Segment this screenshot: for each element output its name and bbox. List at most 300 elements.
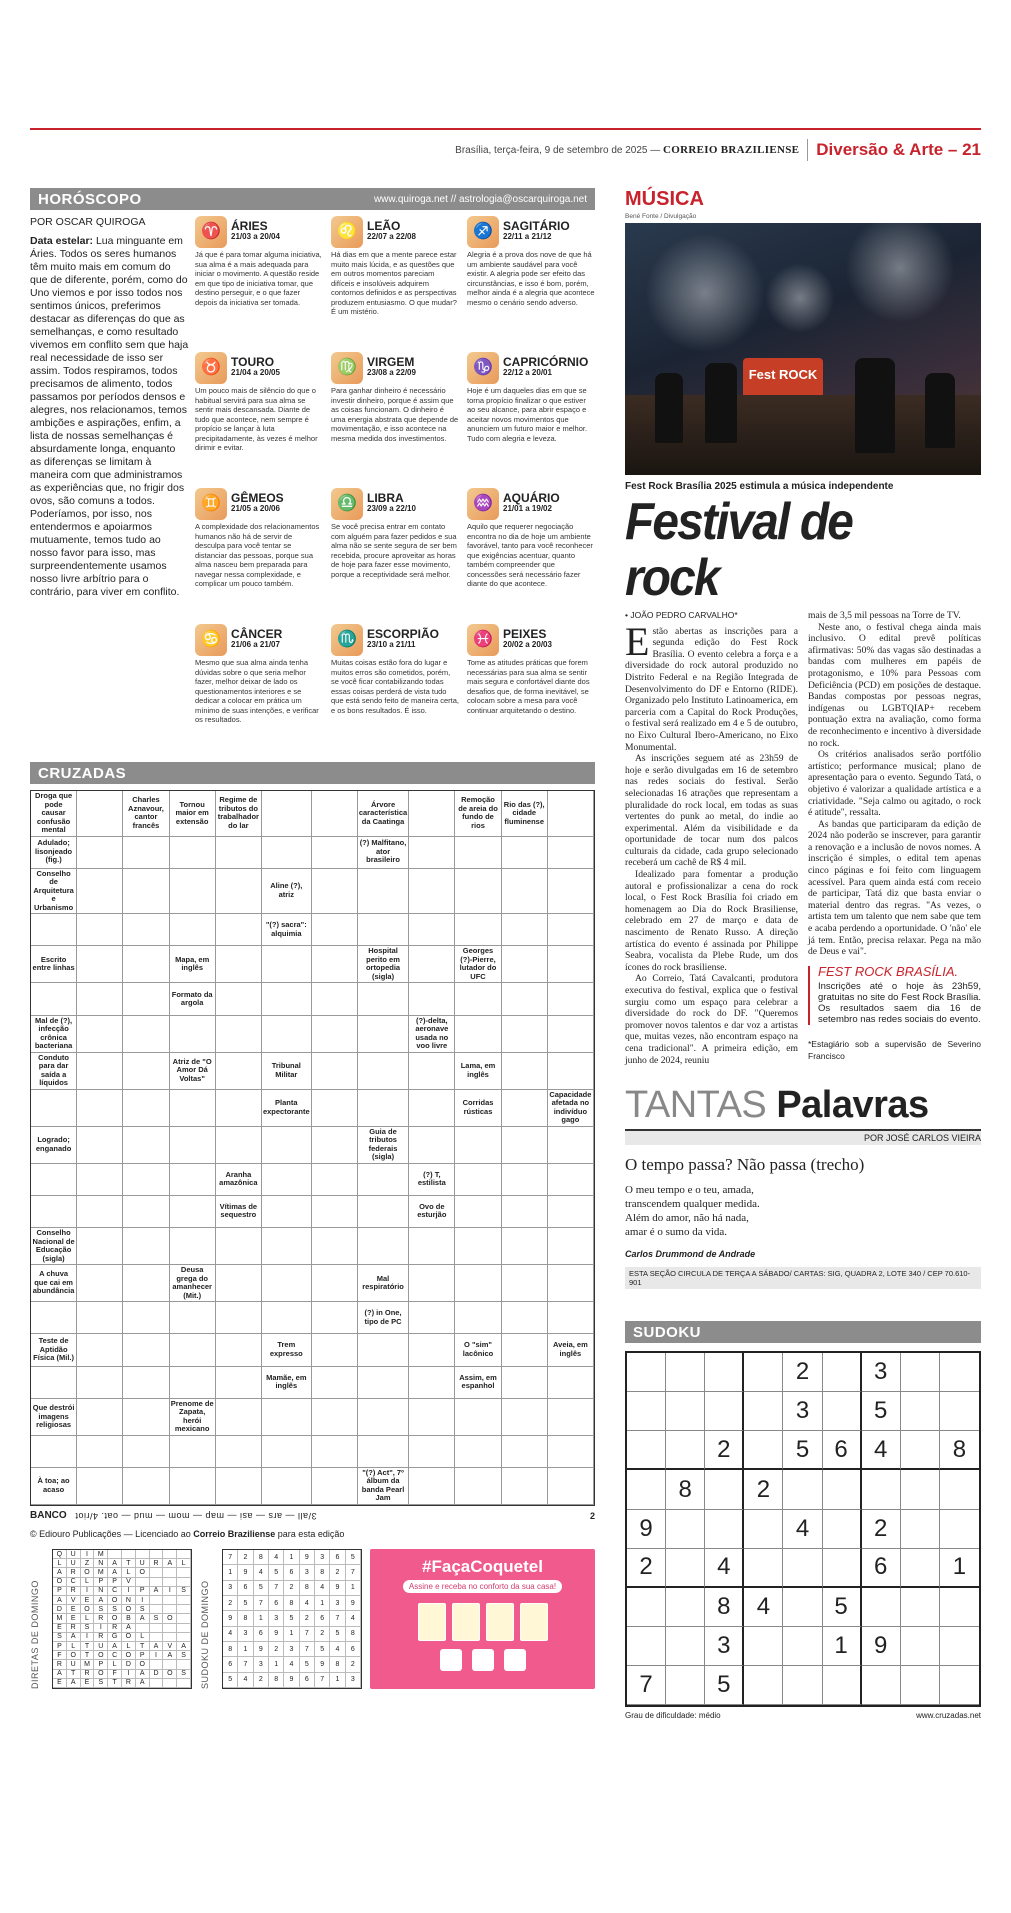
sudoku-cell[interactable]: 1 (940, 1549, 979, 1588)
crossword-answer-cell[interactable] (502, 1436, 548, 1468)
crossword-answer-cell[interactable] (123, 914, 169, 946)
crossword-clue: "(?) Act", 7º álbum da banda Pearl Jam (358, 1468, 409, 1505)
sudoku-cell[interactable] (783, 1627, 822, 1666)
crossword-answer-cell[interactable] (548, 1468, 594, 1505)
crossword-answer-cell[interactable] (77, 1228, 123, 1265)
crossword-answer-cell[interactable] (170, 1436, 216, 1468)
sudoku-cell[interactable] (627, 1588, 666, 1627)
crossword-answer-cell[interactable] (77, 1436, 123, 1468)
crossword-answer-cell[interactable] (170, 1164, 216, 1196)
crossword-answer-cell[interactable] (262, 1196, 312, 1228)
crossword-answer-cell[interactable] (455, 1196, 501, 1228)
crossword-answer-cell[interactable] (502, 1399, 548, 1436)
crossword-answer-cell[interactable] (312, 1016, 358, 1053)
sudoku-cell[interactable] (940, 1627, 979, 1666)
crossword-answer-cell[interactable] (216, 1265, 262, 1302)
crossword-answer-cell[interactable] (262, 983, 312, 1015)
answer-digit: 6 (269, 1596, 284, 1611)
crossword-answer-cell[interactable] (262, 1265, 312, 1302)
crossword-answer-cell[interactable] (77, 869, 123, 915)
crossword-answer-cell[interactable] (409, 1090, 455, 1127)
sudoku-cell[interactable] (666, 1353, 705, 1392)
sudoku-cell[interactable] (901, 1588, 940, 1627)
crossword-answer-cell[interactable] (455, 869, 501, 915)
sudoku-cell[interactable]: 5 (783, 1431, 822, 1470)
sudoku-cell[interactable]: 3 (705, 1627, 744, 1666)
sudoku-cell[interactable] (666, 1588, 705, 1627)
crossword-answer-cell[interactable] (502, 837, 548, 869)
crossword-answer-cell[interactable] (312, 914, 358, 946)
sudoku-cell[interactable] (901, 1549, 940, 1588)
crossword-answer-cell[interactable] (262, 1302, 312, 1334)
crossword-answer-cell[interactable] (409, 869, 455, 915)
crossword-answer-cell[interactable] (358, 1016, 409, 1053)
crossword-answer-cell[interactable] (502, 1468, 548, 1505)
crossword-answer-cell[interactable] (358, 1399, 409, 1436)
crossword-answer-cell[interactable] (31, 1090, 77, 1127)
sudoku-cell[interactable]: 8 (705, 1588, 744, 1627)
crossword-answer-cell[interactable] (409, 1334, 455, 1366)
crossword-answer-cell[interactable] (312, 1468, 358, 1505)
crossword-answer-cell[interactable] (77, 946, 123, 983)
crossword-answer-cell[interactable] (548, 914, 594, 946)
sudoku-cell[interactable]: 2 (783, 1353, 822, 1392)
answer-letter: A (94, 1596, 108, 1605)
crossword-answer-cell[interactable] (409, 1436, 455, 1468)
sudoku-cell[interactable] (666, 1431, 705, 1470)
crossword-answer-cell[interactable] (31, 1436, 77, 1468)
answer-letter: A (108, 1559, 122, 1568)
sudoku-cell[interactable]: 2 (862, 1510, 901, 1549)
crossword-answer-cell[interactable] (548, 983, 594, 1015)
sudoku-cell[interactable] (744, 1510, 783, 1549)
crossword-answer-cell[interactable] (216, 914, 262, 946)
crossword-answer-cell[interactable] (31, 1164, 77, 1196)
crossword-answer-cell[interactable] (216, 1228, 262, 1265)
sudoku-cell[interactable] (783, 1470, 822, 1509)
crossword-answer-cell[interactable] (312, 1399, 358, 1436)
crossword-answer-cell[interactable] (455, 1016, 501, 1053)
horoscope-sites[interactable]: www.quiroga.net // astrologia@oscarquiroga.net (373, 193, 587, 205)
sudoku-cell[interactable] (744, 1353, 783, 1392)
crossword-answer-cell[interactable] (409, 1053, 455, 1090)
sudoku-cell[interactable]: 4 (744, 1588, 783, 1627)
sudoku-cell[interactable] (666, 1627, 705, 1666)
crossword-answer-cell[interactable] (262, 946, 312, 983)
sudoku-cell[interactable] (823, 1549, 862, 1588)
sudoku-cell[interactable]: 9 (627, 1510, 666, 1549)
crossword-answer-cell[interactable] (216, 1053, 262, 1090)
sudoku-cell[interactable] (783, 1666, 822, 1705)
answer-digit: 6 (300, 1673, 315, 1688)
crossword-answer-cell[interactable] (123, 1228, 169, 1265)
sudoku-cell[interactable]: 2 (705, 1431, 744, 1470)
crossword-answer-cell[interactable] (409, 983, 455, 1015)
crossword-answer-cell[interactable] (358, 1367, 409, 1399)
crossword-answer-cell[interactable] (262, 1016, 312, 1053)
crossword-answer-cell[interactable] (548, 791, 594, 837)
crossword-answer-cell[interactable] (409, 946, 455, 983)
answer-letter: A (122, 1624, 136, 1633)
crossword-answer-cell[interactable] (455, 1468, 501, 1505)
sudoku-cell[interactable] (744, 1431, 783, 1470)
crossword-answer-cell[interactable] (216, 1399, 262, 1436)
crossword-answer-cell[interactable] (123, 1196, 169, 1228)
answer-digit: 3 (269, 1611, 284, 1626)
crossword-answer-cell[interactable] (502, 1127, 548, 1164)
crossword-answer-cell[interactable] (358, 1164, 409, 1196)
answer-letter: A (136, 1670, 150, 1679)
crossword-answer-cell[interactable] (77, 1334, 123, 1366)
crossword-answer-cell[interactable] (502, 1196, 548, 1228)
crossword-answer-cell[interactable] (548, 1016, 594, 1053)
sudoku-cell[interactable] (901, 1392, 940, 1431)
crossword-answer-cell[interactable] (77, 1265, 123, 1302)
sudoku-cell[interactable]: 4 (783, 1510, 822, 1549)
sudoku-cell[interactable]: 5 (862, 1392, 901, 1431)
sudoku-cell[interactable] (862, 1588, 901, 1627)
sudoku-cell[interactable] (940, 1353, 979, 1392)
sudoku-cell[interactable]: 5 (705, 1666, 744, 1705)
crossword-answer-cell[interactable] (123, 1016, 169, 1053)
crossword-answer-cell[interactable] (455, 1164, 501, 1196)
crossword-answer-cell[interactable] (548, 1399, 594, 1436)
answer-letter (177, 1578, 191, 1587)
ad-logos (440, 1649, 526, 1671)
crossword-answer-cell[interactable] (262, 1127, 312, 1164)
sudoku-cell[interactable] (627, 1470, 666, 1509)
crossword-answer-cell[interactable] (455, 1436, 501, 1468)
crossword-answer-cell[interactable] (170, 1334, 216, 1366)
crossword-answer-cell[interactable] (548, 1367, 594, 1399)
crossword-answer-cell[interactable] (262, 791, 312, 837)
crossword-answer-cell[interactable] (409, 791, 455, 837)
crossword-answer-cell[interactable] (77, 1302, 123, 1334)
crossword-answer-cell[interactable] (502, 869, 548, 915)
crossword-answer-cell[interactable] (216, 983, 262, 1015)
sudoku-cell[interactable] (666, 1549, 705, 1588)
crossword-answer-cell[interactable] (77, 1016, 123, 1053)
crossword-answer-cell[interactable] (502, 983, 548, 1015)
sudoku-cell[interactable]: 5 (823, 1588, 862, 1627)
answer-letter: S (136, 1605, 150, 1614)
crossword-answer-cell[interactable] (312, 1127, 358, 1164)
crossword-answer-cell[interactable] (216, 946, 262, 983)
crossword-answer-cell[interactable] (123, 983, 169, 1015)
crossword-answer-cell[interactable] (170, 1228, 216, 1265)
sudoku-cell[interactable] (901, 1627, 940, 1666)
crossword-answer-cell[interactable] (31, 1196, 77, 1228)
sudoku-site[interactable]: www.cruzadas.net (916, 1711, 981, 1721)
crossword-answer-cell[interactable] (31, 983, 77, 1015)
crossword-answer-cell[interactable] (31, 1367, 77, 1399)
crossword-answer-cell[interactable] (77, 1399, 123, 1436)
crossword-answer-cell[interactable] (502, 1053, 548, 1090)
crossword-answer-cell[interactable] (31, 1302, 77, 1334)
crossword-clue: Corridas rústicas (455, 1090, 501, 1127)
crossword-answer-cell[interactable] (77, 1127, 123, 1164)
sudoku-cell[interactable] (744, 1666, 783, 1705)
crossword-answer-cell[interactable] (358, 1196, 409, 1228)
crossword-answer-cell[interactable] (455, 914, 501, 946)
crossword-answer-cell[interactable] (548, 1302, 594, 1334)
sudoku-cell[interactable] (705, 1470, 744, 1509)
crossword-answer-cell[interactable] (170, 1468, 216, 1505)
sudoku-cell[interactable] (744, 1392, 783, 1431)
crossword-answer-cell[interactable] (216, 837, 262, 869)
sudoku-cell[interactable] (901, 1353, 940, 1392)
crossword-answer-cell[interactable] (123, 1302, 169, 1334)
crossword-answer-cell[interactable] (216, 869, 262, 915)
crossword-answer-cell[interactable] (502, 914, 548, 946)
crossword-answer-cell[interactable] (262, 1468, 312, 1505)
sudoku-cell[interactable]: 2 (744, 1470, 783, 1509)
coquetel-ad[interactable] (370, 1549, 595, 1689)
crossword-answer-cell[interactable] (170, 1016, 216, 1053)
crossword-answer-cell[interactable] (312, 1090, 358, 1127)
sudoku-cell[interactable]: 3 (783, 1392, 822, 1431)
crossword-answer-cell[interactable] (170, 869, 216, 915)
crossword-answer-cell[interactable] (77, 914, 123, 946)
crossword-answer-cell[interactable] (548, 837, 594, 869)
sudoku-cell[interactable] (901, 1470, 940, 1509)
crossword-answer-cell[interactable] (502, 1302, 548, 1334)
answer-letter: O (94, 1670, 108, 1679)
crossword-answer-cell[interactable] (548, 1053, 594, 1090)
crossword-answer-cell[interactable] (216, 1367, 262, 1399)
crossword-answer-cell[interactable] (170, 1367, 216, 1399)
crossword-answer-cell[interactable] (502, 1016, 548, 1053)
crossword-answer-cell[interactable] (123, 1164, 169, 1196)
crossword-answer-cell[interactable] (216, 1302, 262, 1334)
sudoku-cell[interactable]: 1 (823, 1627, 862, 1666)
crossword-answer-cell[interactable] (358, 1228, 409, 1265)
crossword-answer-cell[interactable] (123, 1468, 169, 1505)
crossword-answer-cell[interactable] (170, 1196, 216, 1228)
sudoku-cell[interactable] (627, 1431, 666, 1470)
sudoku-cell[interactable] (744, 1627, 783, 1666)
crossword-answer-cell[interactable] (262, 1399, 312, 1436)
crossword-answer-cell[interactable] (170, 1090, 216, 1127)
answer-letter: A (53, 1596, 67, 1605)
crossword-answer-cell[interactable] (123, 1367, 169, 1399)
crossword-answer-cell[interactable] (77, 791, 123, 837)
crossword-answer-cell[interactable] (548, 1265, 594, 1302)
crossword-answer-cell[interactable] (358, 1436, 409, 1468)
sudoku-cell[interactable] (901, 1431, 940, 1470)
crossword-answer-cell[interactable] (123, 837, 169, 869)
crossword-answer-cell[interactable] (77, 1053, 123, 1090)
sudoku-cell[interactable] (823, 1666, 862, 1705)
crossword-answer-cell[interactable] (358, 914, 409, 946)
crossword-answer-cell[interactable] (312, 1265, 358, 1302)
crossword-answer-cell[interactable] (123, 869, 169, 915)
crossword-answer-cell[interactable] (409, 1468, 455, 1505)
article-paragraph: mais de 3,5 mil pessoas na Torre de TV. (808, 610, 961, 621)
crossword-answer-cell[interactable] (455, 1127, 501, 1164)
crossword-answer-cell[interactable] (262, 1228, 312, 1265)
crossword-answer-cell[interactable] (548, 1196, 594, 1228)
sudoku-cell[interactable]: 6 (862, 1549, 901, 1588)
crossword-answer-cell[interactable] (455, 1228, 501, 1265)
sudoku-cell[interactable] (940, 1588, 979, 1627)
crossword-answer-cell[interactable] (312, 1367, 358, 1399)
sudoku-cell[interactable] (823, 1470, 862, 1509)
answer-digit: 5 (300, 1657, 315, 1672)
crossword-answer-cell[interactable] (548, 1127, 594, 1164)
crossword-answer-cell[interactable] (123, 1334, 169, 1366)
sudoku-cell[interactable] (901, 1510, 940, 1549)
sudoku-cell[interactable]: 2 (627, 1549, 666, 1588)
crossword-answer-cell[interactable] (123, 1053, 169, 1090)
section-address: ESTA SEÇÃO CIRCULA DE TERÇA A SÁBADO/ CARTAS: SIG, QUADRA 2, LOTE 340 / CEP 70.610-901 (625, 1267, 981, 1289)
sudoku-cell[interactable] (823, 1353, 862, 1392)
sudoku-cell[interactable] (744, 1549, 783, 1588)
crossword-answer-cell[interactable] (548, 869, 594, 915)
crossword-answer-cell[interactable] (216, 1334, 262, 1366)
crossword-answer-cell[interactable] (77, 837, 123, 869)
sudoku-cell[interactable] (666, 1392, 705, 1431)
sudoku-cell[interactable] (862, 1666, 901, 1705)
crossword-answer-cell[interactable] (123, 1436, 169, 1468)
crossword-answer-cell[interactable] (409, 1127, 455, 1164)
sudoku-cell[interactable]: 8 (940, 1431, 979, 1470)
crossword-answer-cell[interactable] (170, 1127, 216, 1164)
crossword-answer-cell[interactable] (262, 1164, 312, 1196)
crossword-answer-cell[interactable] (502, 1228, 548, 1265)
crossword-answer-cell[interactable] (77, 1090, 123, 1127)
crossword-answer-cell[interactable] (312, 1228, 358, 1265)
crossword-answer-cell[interactable] (409, 1302, 455, 1334)
answer-letter: O (67, 1651, 81, 1660)
crossword-answer-cell[interactable] (455, 1302, 501, 1334)
crossword-answer-cell[interactable] (216, 1016, 262, 1053)
sudoku-cell[interactable]: 9 (862, 1627, 901, 1666)
crossword-answer-cell[interactable] (358, 983, 409, 1015)
crossword-answer-cell[interactable] (358, 1334, 409, 1366)
crossword-answer-cell[interactable] (312, 1053, 358, 1090)
crossword-answer-cell[interactable] (262, 1436, 312, 1468)
crossword-answer-cell[interactable] (262, 837, 312, 869)
sudoku-cell[interactable] (705, 1510, 744, 1549)
crossword-answer-cell[interactable] (455, 1399, 501, 1436)
crossword-answer-cell[interactable] (77, 1164, 123, 1196)
sudoku-cell[interactable] (627, 1627, 666, 1666)
crossword-answer-cell[interactable] (358, 1090, 409, 1127)
crossword-answer-cell[interactable] (502, 1090, 548, 1127)
crossword-answer-cell[interactable] (170, 914, 216, 946)
crossword-answer-cell[interactable] (123, 1090, 169, 1127)
answer-letter: A (177, 1642, 191, 1651)
crossword-answer-cell[interactable] (502, 1334, 548, 1366)
sudoku-cell[interactable] (823, 1392, 862, 1431)
sudoku-cell[interactable] (705, 1353, 744, 1392)
answer-digit: 4 (269, 1550, 284, 1565)
crossword-answer-cell[interactable] (455, 837, 501, 869)
sudoku-cell[interactable] (862, 1470, 901, 1509)
sudoku-cell[interactable] (627, 1353, 666, 1392)
sudoku-cell[interactable]: 4 (862, 1431, 901, 1470)
crossword-answer-cell[interactable] (312, 983, 358, 1015)
crossword-answer-cell[interactable] (77, 1468, 123, 1505)
crossword-answer-cell[interactable] (170, 1302, 216, 1334)
crossword-answer-cell[interactable] (216, 1090, 262, 1127)
crossword-answer-cell[interactable] (123, 1399, 169, 1436)
sudoku-cell[interactable]: 6 (823, 1431, 862, 1470)
crossword-answer-cell[interactable] (123, 1265, 169, 1302)
crossword-answer-cell[interactable] (409, 914, 455, 946)
sudoku-cell[interactable] (940, 1470, 979, 1509)
crossword-answer-cell[interactable] (216, 1436, 262, 1468)
crossword-answer-cell[interactable] (548, 1228, 594, 1265)
crossword-answer-cell[interactable] (77, 1196, 123, 1228)
crossword-answer-cell[interactable] (77, 983, 123, 1015)
sudoku-cell[interactable] (940, 1392, 979, 1431)
crossword-answer-cell[interactable] (312, 1334, 358, 1366)
answer-digit: 4 (346, 1611, 361, 1626)
sudoku-cell[interactable] (783, 1549, 822, 1588)
sudoku-cell[interactable] (940, 1666, 979, 1705)
crossword-answer-cell[interactable] (455, 1265, 501, 1302)
sudoku-cell[interactable] (783, 1588, 822, 1627)
crossword-answer-cell[interactable] (409, 1399, 455, 1436)
sudoku-cell[interactable] (666, 1510, 705, 1549)
crossword-answer-cell[interactable] (312, 869, 358, 915)
crossword-answer-cell[interactable] (455, 983, 501, 1015)
crossword-answer-cell[interactable] (502, 1164, 548, 1196)
crossword-answer-cell[interactable] (123, 1127, 169, 1164)
crossword-answer-cell[interactable] (502, 1367, 548, 1399)
sudoku-cell[interactable] (705, 1392, 744, 1431)
sudoku-cell[interactable] (627, 1392, 666, 1431)
crossword-answer-cell[interactable] (312, 1164, 358, 1196)
crossword-answer-cell[interactable] (502, 946, 548, 983)
crossword-answer-cell[interactable] (312, 1196, 358, 1228)
sudoku-cell[interactable] (901, 1666, 940, 1705)
crossword-answer-cell[interactable] (312, 946, 358, 983)
crossword-answer-cell[interactable] (548, 946, 594, 983)
crossword-answer-cell[interactable] (358, 1053, 409, 1090)
crossword-answer-cell[interactable] (502, 1265, 548, 1302)
crossword-answer-cell[interactable] (312, 1302, 358, 1334)
crossword-answer-cell[interactable] (548, 1164, 594, 1196)
crossword-answer-cell[interactable] (170, 837, 216, 869)
crossword-answer-cell[interactable] (409, 1367, 455, 1399)
crossword-answer-cell[interactable] (312, 1436, 358, 1468)
sudoku-cell[interactable] (823, 1510, 862, 1549)
crossword-answer-cell[interactable] (216, 1127, 262, 1164)
sudoku-cell[interactable]: 3 (862, 1353, 901, 1392)
crossword-answer-cell[interactable] (77, 1367, 123, 1399)
sudoku-cell[interactable]: 8 (666, 1470, 705, 1509)
sudoku-cell[interactable]: 4 (705, 1549, 744, 1588)
sudoku-cell[interactable]: 7 (627, 1666, 666, 1705)
article-column-2 (808, 610, 981, 1066)
crossword-answer-cell[interactable] (312, 791, 358, 837)
crossword-answer-cell[interactable] (312, 837, 358, 869)
crossword-answer-cell[interactable] (409, 1228, 455, 1265)
crossword-answer-cell[interactable] (216, 1468, 262, 1505)
crossword-answer-cell[interactable] (409, 837, 455, 869)
sudoku-cell[interactable] (666, 1666, 705, 1705)
answer-digit: 7 (238, 1657, 253, 1672)
crossword-answer-cell[interactable] (409, 1265, 455, 1302)
crossword-answer-cell[interactable] (358, 869, 409, 915)
sudoku-cell[interactable] (940, 1510, 979, 1549)
crossword-answer-cell[interactable] (548, 1436, 594, 1468)
crossword-answer-cell[interactable] (123, 946, 169, 983)
crossword-answer-cell[interactable] (31, 914, 77, 946)
